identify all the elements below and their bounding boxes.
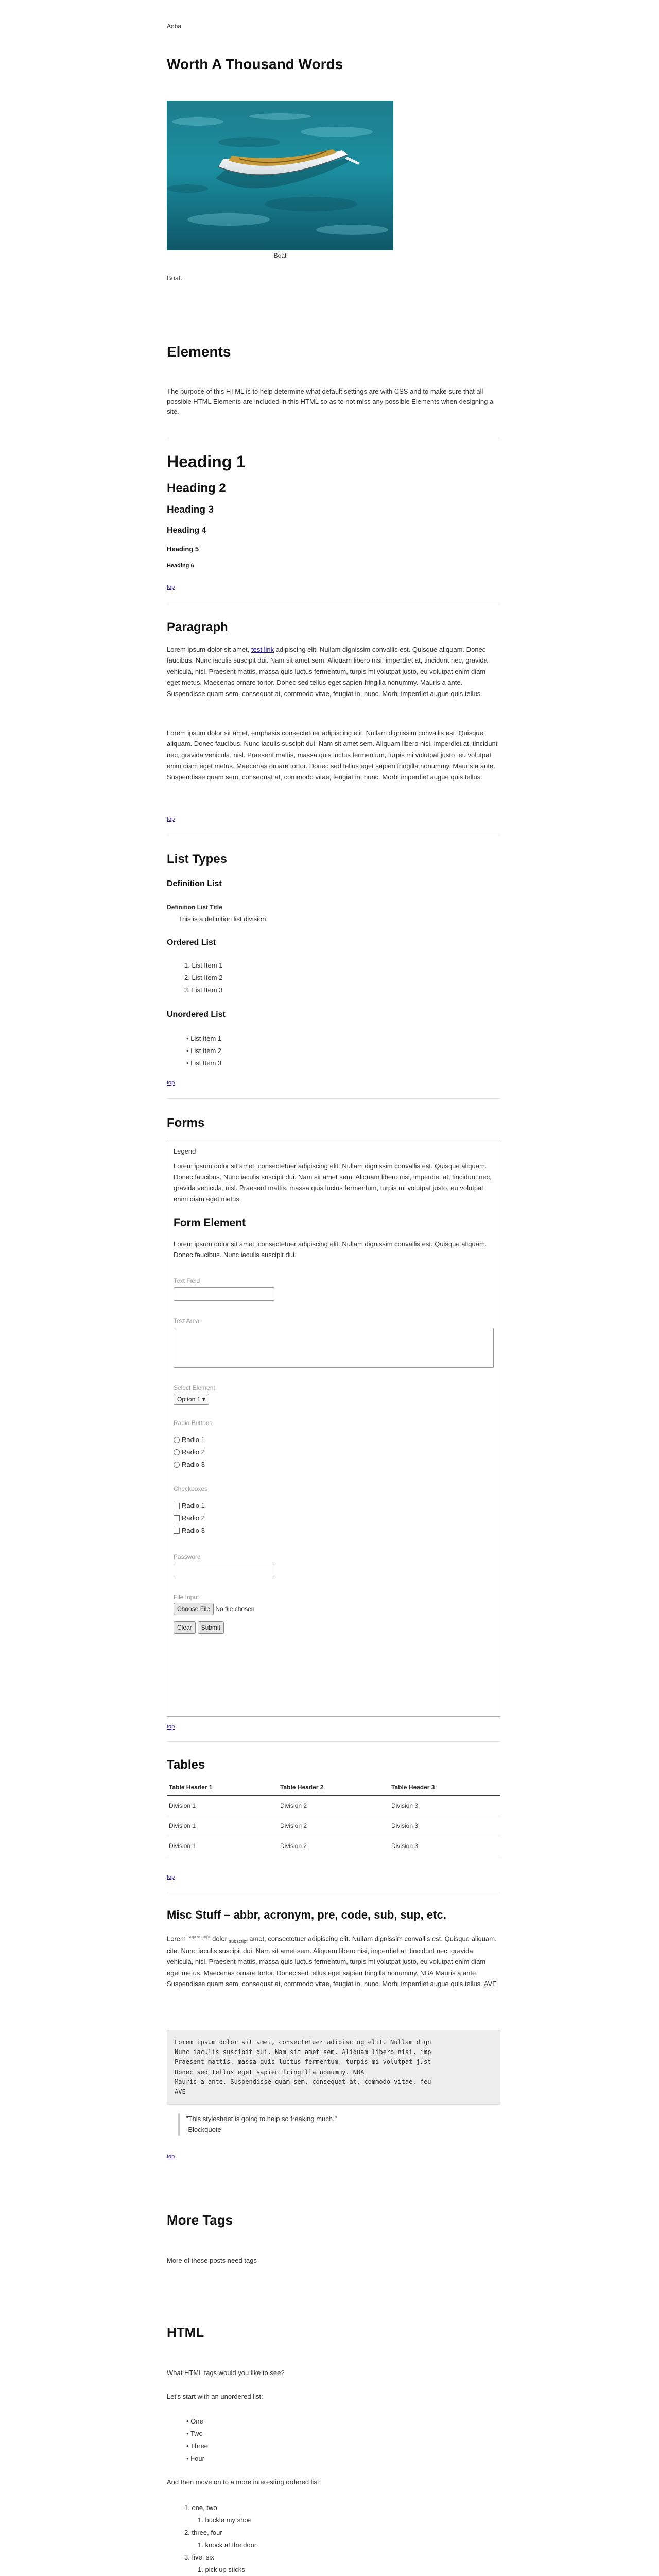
table-row <box>167 1795 500 1816</box>
list-item: • Two <box>186 2430 203 2437</box>
unordered-list-title: Unordered List <box>167 1010 226 1019</box>
table-header: Table Header 3 <box>389 1780 500 1795</box>
text-field-label: Text Field <box>174 1277 200 1284</box>
list-item: • List Item 2 <box>186 1047 222 1055</box>
radio-option[interactable]: Radio 3 <box>174 1459 494 1471</box>
submit-button[interactable]: Submit <box>198 1621 224 1634</box>
table-cell: Division 2 <box>278 1836 389 1856</box>
checkbox-option[interactable]: Radio 3 <box>174 1524 494 1537</box>
boat-image-svg <box>167 101 393 250</box>
form-element-title: Form Element <box>174 1217 246 1229</box>
back-to-top-link[interactable]: top <box>167 1080 175 1086</box>
paragraph-2: Lorem ipsum dolor sit amet, emphasis consectetuer adipiscing elit. Nullam dignissim convallis est. Quisque aliquam. Donec faucibus. Nunc iaculis suscipit dui. Nam sit amet sem. Aliquam libero nisi, imperdiet at, tincidunt nec, gravida vehicula, nisl. Praesent mattis, massa quis luctus fermentum, turpis mi volutpat justo, eu volutpat enim diam eget metus. Maecenas ornare tortor. Donec sed tellus eget sapien fringilla nonummy. Mauris a ante. Suspendisse quam sem, consequat at, commodo vitae, feugiat in, nunc. Morbi imperdiet augue quis tellus. <box>167 729 498 781</box>
table-cell: Division 2 <box>278 1795 389 1816</box>
list-item: 1. one, two <box>184 2504 217 2512</box>
data-table <box>167 1780 500 1856</box>
radio-option[interactable]: Radio 1 <box>174 1434 494 1446</box>
nested-list-item: 1. buckle my shoe <box>198 2516 252 2524</box>
html-question: What HTML tags would you like to see? <box>167 2369 285 2377</box>
paragraph-1: Lorem ipsum dolor sit amet, test link adipiscing elit. Nullam dignissim convallis est. Quisque aliquam. Donec faucibus. Nunc iaculis suscipit dui. Nam sit amet sem. Aliquam libero nisi, imperdiet at, tincidunt nec, gravida vehicula, nisl. Praesent mattis, massa quis luctus fermentum, turpis mi volutpat justo, eu volutpat enim diam eget metus. Maecenas ornare tortor. Donec sed tellus eget sapien fringilla nonummy. Mauris a ante. Suspendisse quam sem, consequat at, commodo vitae, feugiat in, nunc. Morbi imperdiet augue quis tellus. <box>167 646 488 698</box>
select-element[interactable] <box>174 1394 209 1405</box>
list-item: • One <box>186 2417 203 2425</box>
table-cell: Division 2 <box>278 1816 389 1836</box>
subscript: subscript <box>229 1938 248 1944</box>
definition-term: Definition List Title <box>167 904 222 911</box>
elements-intro: The purpose of this HTML is to help determine what default settings are with CSS and to make sure that all possible HTML Elements are included in this HTML so as to not miss any possible Elements when designing a site. <box>167 387 494 415</box>
forms-title: Forms <box>167 1116 205 1130</box>
checkbox-icon[interactable] <box>174 1503 180 1509</box>
unordered-list <box>186 1032 221 1070</box>
radio-icon[interactable] <box>174 1437 180 1443</box>
text-area[interactable] <box>174 1328 494 1368</box>
radio-buttons-label: Radio Buttons <box>174 1419 213 1427</box>
password-label: Password <box>174 1553 201 1561</box>
html-start: Let's start with an unordered list: <box>167 2393 263 2400</box>
checkbox-option[interactable]: Radio 1 <box>174 1500 494 1512</box>
definition-description: This is a definition list division. <box>178 915 268 923</box>
ordered-list <box>184 959 222 996</box>
file-status: No file chosen <box>215 1605 255 1613</box>
file-input <box>174 1603 494 1615</box>
acronym: AVE <box>483 1980 497 1988</box>
clear-button[interactable]: Clear <box>174 1621 196 1634</box>
table-cell: Division 3 <box>389 1816 500 1836</box>
heading-1: Heading 1 <box>167 452 246 471</box>
table-cell: Division 1 <box>167 1836 278 1856</box>
table-cell: Division 1 <box>167 1795 278 1816</box>
post-title[interactable]: Worth A Thousand Words <box>167 56 343 72</box>
table-cell: Division 1 <box>167 1816 278 1836</box>
radio-group <box>174 1434 494 1471</box>
boat-image <box>167 101 393 250</box>
checkbox-group <box>174 1500 494 1537</box>
heading-4: Heading 4 <box>167 526 206 535</box>
file-input-label: File Input <box>174 1593 199 1601</box>
blockquote-cite: -Blockquote <box>186 2126 221 2134</box>
list-types-title: List Types <box>167 852 227 866</box>
table-row <box>167 1836 500 1856</box>
list-item: • List Item 3 <box>186 1059 222 1067</box>
radio-icon[interactable] <box>174 1449 180 1455</box>
back-to-top-link[interactable]: top <box>167 584 175 590</box>
heading-2: Heading 2 <box>167 481 226 495</box>
list-item: 2. List Item 2 <box>184 974 223 981</box>
superscript: superscript <box>187 1934 211 1939</box>
select-label: Select Element <box>174 1384 215 1392</box>
checkboxes-label: Checkboxes <box>174 1485 208 1493</box>
preformatted-code: Lorem ipsum dolor sit amet, consectetuer adipiscing elit. Nullam dign Nunc iaculis suscipit dui. Nam sit amet sem. Aliquam libero nisi, imp Praesent mattis, massa quis luctus fermentum, turpis mi volutpat just Donec sed tellus eget sapien fringilla nonummy. NBA Mauris a ante. Suspendisse quam sem, consequat at, commodo vitae, feu AVE <box>167 2030 500 2105</box>
nested-list-item: 1. knock at the door <box>198 2541 257 2549</box>
tables-title: Tables <box>167 1758 205 1772</box>
image-description: Boat. <box>167 274 183 282</box>
select-value: Option 1 <box>177 1395 201 1403</box>
heading-3: Heading 3 <box>167 504 214 515</box>
list-item: 2. three, four <box>184 2529 222 2536</box>
paragraph-title: Paragraph <box>167 620 228 634</box>
image-caption: Boat <box>273 252 287 259</box>
table-header: Table Header 1 <box>167 1780 278 1795</box>
ordered-list-title: Ordered List <box>167 938 216 947</box>
definition-list-title: Definition List <box>167 879 222 888</box>
more-tags-text: More of these posts need tags <box>167 2257 257 2264</box>
back-to-top-link[interactable]: top <box>167 816 175 822</box>
list-item: • Four <box>186 2454 204 2462</box>
more-tags-title[interactable]: More Tags <box>167 2212 233 2228</box>
html-ordered-list <box>184 2502 321 2576</box>
form-element-text: Lorem ipsum dolor sit amet, consectetuer adipiscing elit. Nullam dignissim convallis est. Quisque aliquam. Donec faucibus. Nunc iaculis suscipit dui. <box>174 1240 487 1259</box>
back-to-top-link[interactable]: top <box>167 1874 175 1880</box>
form-actions <box>174 1621 494 1634</box>
abbr: NBA <box>420 1969 433 1977</box>
table-row <box>167 1816 500 1836</box>
fieldset-legend: Legend <box>174 1147 196 1155</box>
radio-option[interactable]: Radio 2 <box>174 1446 494 1459</box>
back-to-top-link[interactable]: top <box>167 2154 175 2160</box>
divider <box>167 1098 500 1099</box>
elements-title[interactable]: Elements <box>167 344 231 360</box>
list-item: 1. List Item 1 <box>184 961 223 969</box>
text-field[interactable] <box>174 1287 274 1301</box>
forms-fieldset <box>167 1140 500 1717</box>
list-item: • Three <box>186 2442 208 2450</box>
list-item: 3. List Item 3 <box>184 986 223 994</box>
blockquote <box>178 2113 495 2136</box>
table-header: Table Header 2 <box>278 1780 389 1795</box>
divider <box>167 1741 500 1742</box>
text-area-label: Text Area <box>174 1317 200 1325</box>
html-title[interactable]: HTML <box>167 2325 204 2340</box>
heading-5: Heading 5 <box>167 545 199 553</box>
site-name[interactable]: Aoba <box>167 23 182 30</box>
blockquote-text: "This stylesheet is going to help so freaking much." <box>186 2115 337 2123</box>
table-header-row <box>167 1780 500 1795</box>
legend-text: Lorem ipsum dolor sit amet, consectetuer adipiscing elit. Nullam dignissim convallis est. Quisque aliquam. Donec faucibus. Nunc iaculis suscipit dui. Nam sit amet sem. Aliquam libero nisi, imperdiet at, tincidunt nec, gravida vehicula, nisl. Praesent mattis, massa quis luctus fermentum, turpis mi volutpat justo, eu volutpat enim diam eget metus. <box>174 1162 492 1203</box>
choose-file-button[interactable]: Choose File <box>174 1603 214 1615</box>
back-to-top-link[interactable]: top <box>167 1724 175 1730</box>
table-cell: Division 3 <box>389 1795 500 1816</box>
html-move-on: And then move on to a more interesting ordered list: <box>167 2478 321 2486</box>
nested-list-item: 1. pick up sticks <box>198 2566 245 2573</box>
list-item: • List Item 1 <box>186 1035 222 1042</box>
html-unordered-list <box>186 2415 208 2465</box>
test-link[interactable]: test link <box>251 646 274 653</box>
checkbox-icon[interactable] <box>174 1515 180 1521</box>
checkbox-option[interactable]: Radio 2 <box>174 1512 494 1524</box>
table-cell: Division 3 <box>389 1836 500 1856</box>
chevron-down-icon: ▾ <box>202 1395 205 1403</box>
misc-title: Misc Stuff – abbr, acronym, pre, code, sub, sup, etc. <box>167 1908 446 1921</box>
misc-paragraph: Lorem $^{superscript}$ dolor $_{subscript}$ amet, consectetuer adipiscing elit. Nullam dignissim convallis est. Quisque aliquam. cite. Nunc iaculis suscipit dui. Nam sit amet sem. Aliquam libero nisi, imperdiet at, tincidunt nec, gravida vehicula, nisl. Praesent mattis, massa quis luctus fermentum, turpis mi volutpat justo, eu volutpat enim diam eget metus. Maecenas ornare tortor. Donec sed tellus eget sapien fringilla nonummy. NBA Mauris a ante. Suspendisse quam sem, consequat at, commodo vitae, feugiat in, nunc. Morbi imperdiet augue quis tellus. AVE <box>167 1934 497 1988</box>
list-item: 3. five, six <box>184 2553 214 2561</box>
checkbox-icon[interactable] <box>174 1528 180 1534</box>
radio-icon[interactable] <box>174 1462 180 1468</box>
heading-6: Heading 6 <box>167 563 194 569</box>
password-field[interactable] <box>174 1564 274 1577</box>
